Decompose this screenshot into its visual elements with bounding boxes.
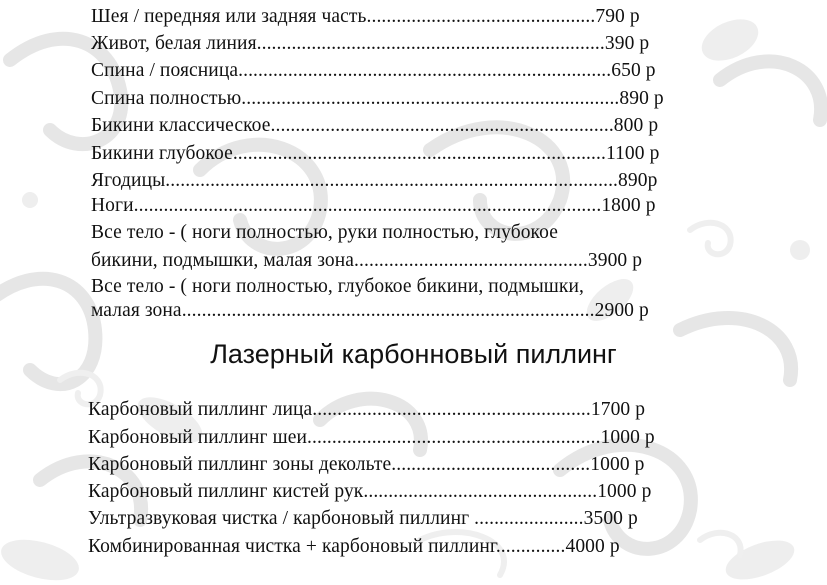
price-line-full-body-1b: бикини, подмышки, малая зона...............................................3900 р	[91, 250, 643, 271]
price-line-peel-hands: Карбоновый пиллинг кистей рук...............................................1000 р	[88, 481, 652, 502]
price-line-full-body-2a: Все тело - ( ноги полностью, глубокое бикини, подмышки,	[91, 276, 584, 297]
price-line-buttocks: Ягодицы...........................................................................................890р	[91, 170, 658, 191]
price-line-ultrasonic: Ультразвуковая чистка / карбоновый пиллинг ......................3500 р	[88, 508, 638, 529]
price-line-combined: Комбинированная чистка + карбоновый пиллинг..............4000 р	[88, 536, 620, 557]
price-line-full-body-2b: малая зона...................................................................................2900 р	[91, 300, 649, 321]
price-line-belly: Живот, белая линия......................................................................390 р	[91, 33, 650, 54]
price-line-bikini-classic: Бикини классическое.....................................................................800 р	[91, 115, 659, 136]
price-line-back-lower: Спина / поясница...........................................................................650 р	[91, 60, 656, 81]
price-line-peel-neck: Карбоновый пиллинг шеи...........................................................1000 р	[88, 427, 655, 448]
price-line-legs: Ноги..............................................................................................1800 р	[91, 195, 656, 216]
price-line-bikini-deep: Бикини глубокое...........................................................................1100 р	[91, 143, 660, 164]
price-line-neck: Шея / передняя или задняя часть..............................................790 р	[91, 6, 640, 27]
price-line-peel-face: Карбоновый пиллинг лица........................................................1700 р	[88, 399, 646, 420]
price-line-back-full: Спина полностью............................................................................890 р	[91, 88, 664, 109]
section-title: Лазерный карбонновый пиллинг	[210, 339, 617, 369]
price-line-peel-decollete: Карбоновый пиллинг зоны декольте........................................1000 р	[88, 454, 645, 475]
price-line-full-body-1a: Все тело - ( ноги полностью, руки полностью, глубокое	[91, 222, 558, 243]
